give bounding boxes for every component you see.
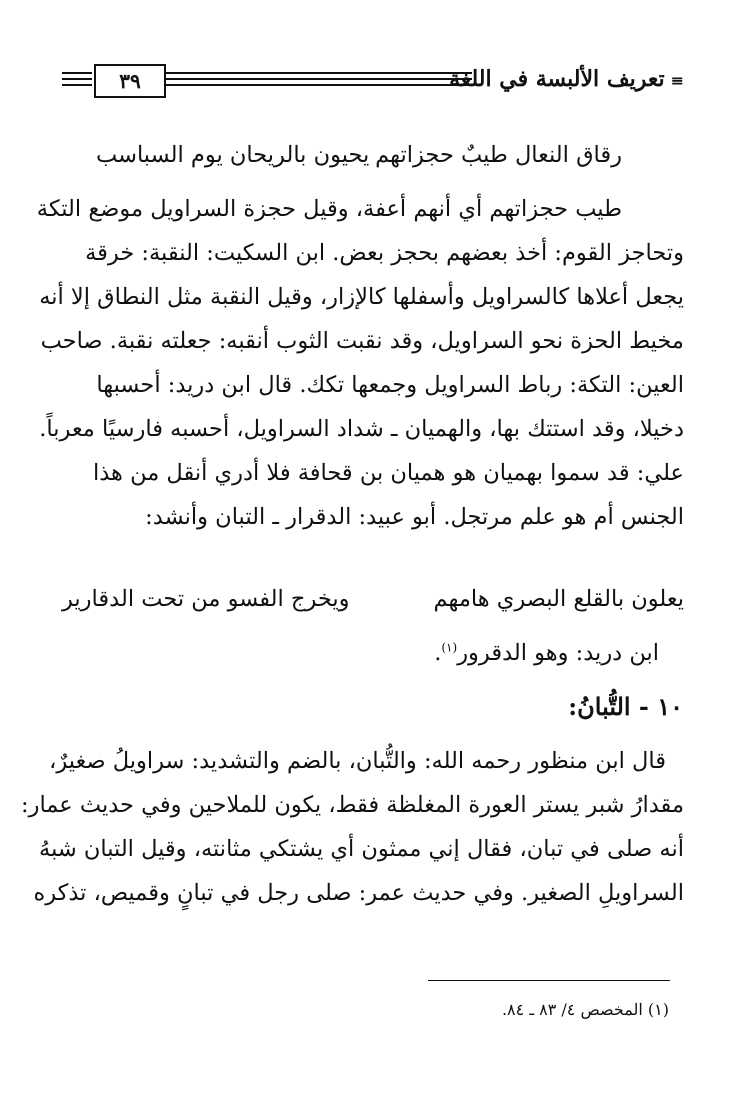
header-rule — [62, 72, 92, 74]
header-rule — [166, 72, 472, 74]
section-heading: ١٠ - التُّبانُ: — [568, 692, 683, 721]
text-line-with-footnote — [434, 640, 659, 666]
verse-hemistich-right: يعلون بالقلع البصري هامهم — [433, 586, 684, 612]
running-header — [62, 62, 684, 102]
header-bullet-icon: ≡ — [670, 71, 684, 90]
verse-hemistich-right: رقاق النعال طيبٌ حجزاتهم — [375, 142, 622, 168]
footnote-separator — [428, 980, 670, 981]
text-line: مقدارُ شبر يستر العورة المغلظة فقط، يكون للملاحين وفي حديث عمار: — [21, 792, 684, 818]
header-rule — [62, 78, 92, 80]
page-number: ٣٩ — [94, 64, 166, 98]
text-line: ابن دريد: وهو الدقرور — [457, 640, 659, 666]
text-line: وتحاجز القوم: أخذ بعضهم بحجز بعض. ابن السكيت: النقبة: خرقة — [85, 240, 684, 266]
text-line: قال ابن منظور رحمه الله: والتُّبان، بالضم والتشديد: سراويلُ صغيرٌ، — [49, 748, 666, 774]
text-line: مخيط الحزة نحو السراويل، وقد نقبت الثوب أنقبه: جعلته نقبة. صاحب — [40, 328, 684, 354]
text-line-end: . — [434, 640, 442, 666]
verse-hemistich-left: يحيون بالريحان يوم السباسب — [96, 142, 370, 168]
verse-hemistich-left: ويخرج الفسو من تحت الدقارير — [62, 586, 350, 612]
text-line: علي: قد سموا بهميان هو هميان بن قحافة فلا أدري أنقل من هذا — [93, 460, 684, 486]
header-title-text: تعريف الألبسة في اللغة — [449, 66, 665, 92]
text-line: السراويلِ الصغير. وفي حديث عمر: صلى رجل في تبانٍ وقميص، تذكره — [33, 880, 684, 906]
header-rule — [166, 84, 472, 86]
footnote: (١) المخصص ٤/ ٨٣ ـ ٨٤. — [501, 1000, 669, 1019]
verse-2 — [62, 586, 684, 626]
text-line: دخيلا، وقد استتك بها، والهميان ـ شداد السراويل، أحسبه فارسيًا معرباً. — [39, 416, 684, 442]
text-line: العين: التكة: رباط السراويل وجمعها تكك. قال ابن دريد: أحسبها — [96, 372, 684, 398]
text-line: طيب حجزاتهم أي أنهم أعفة، وقيل حجزة السراويل موضع التكة — [36, 196, 622, 222]
text-line: يجعل أعلاها كالسراويل وأسفلها كالإزار، وقيل النقبة مثل النطاق إلا أنه — [39, 284, 684, 310]
footnote-reference: (١) — [441, 640, 458, 655]
header-rule — [62, 84, 92, 86]
verse-1 — [62, 142, 684, 182]
header-title — [449, 66, 684, 92]
text-line: الجنس أم هو علم مرتجل. أبو عبيد: الدقرار ـ التبان وأنشد: — [145, 504, 684, 530]
text-line: أنه صلى في تبان، فقال إني ممثون أي يشتكي مثانته، وقيل التبان شبهُ — [39, 836, 684, 862]
header-rule — [166, 78, 472, 80]
